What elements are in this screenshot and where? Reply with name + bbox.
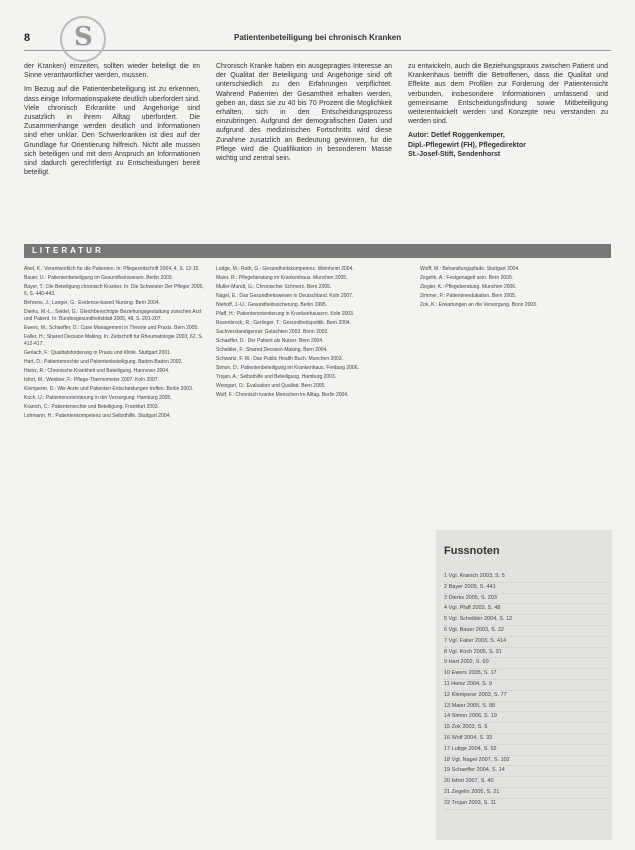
reference-entry: Trojan, A.: Selbsthilfe und Beteiligung. Hamburg 2003. [216,374,337,380]
footnote-item: 19 Schaeffer 2004, S. 14 [444,766,610,777]
footnote-item: 7 Vgl. Faller 2003, S. 414 [444,637,610,648]
reference-entry: Gerlach, F.: Qualitatsforderung in Praxis und Klinik. Stuttgart 2001. [24,350,172,356]
footnote-item: 11 Heinz 2004, S. 9 [444,680,610,691]
reference-entry: Luttge, M.; Roth, G.: Gesundheitskompetenz. Weinheim 2004. [216,266,354,272]
page-number: 8 [24,32,31,44]
footnote-item: 4 Vgl. Pfaff 2003, S. 48 [444,604,610,615]
reference-entry: Bayer, T.: Die Beteiligung chronisch Kranker. In: Die Schwester Der Pfleger 2005, 6, S. 440-443. [24,284,204,297]
running-title: Patientenbeteiligung bei chronisch Kranken [234,33,402,42]
footnote-item: 20 Isfort 2007, S. 40 [444,777,610,788]
footnotes-list [444,572,610,810]
reference-entry: Ewers, M.; Schaeffer, D.: Case Management in Theorie und Praxis. Bern 2005. [24,325,199,331]
reference-entry: Hart, D.: Patientenrechte und Patientenbeteiligung. Baden-Baden 2002. [24,359,183,365]
reference-entry: Scheibler, F.: Shared Decision-Making. Bern 2004. [216,347,328,353]
footnote-item: 16 Wolf 2004, S. 33 [444,734,610,745]
body-column-2 [216,62,392,232]
reference-entry: Weingart, O.: Evaluation und Qualitat. Bern 2005. [216,383,326,389]
reference-entry: Schwartz, F. W.: Das Public Health Buch. Munchen 2003. [216,356,344,362]
body-paragraph: Im Bezug auf die Patientenbeteiligung ist zu erkennen, dass einige Informationspakete deutlich uberfordert sind. Viele chronisch Erkrankte und Angehorige sind zusatzlich in ihrem Alltag uberfordert. Die Zusammenhange werden deutlich und Informationen sind eher unklar. Den Schwerkranken ist dies auf der Grundlage fur Orientierung hilfreich. Nicht alle mussen sich beteiligen und mit dem Anspruch an Informationen sind dadurch gerechtfertigt zu Entscheidungen bereit beteiligt. [24,86,200,177]
footnote-item: 3 Dierks 2005, S. 203 [444,594,610,605]
footnote-item: 17 Luttge 2004, S. 52 [444,745,610,756]
reference-entry: Sachverstandigenrat: Gutachten 2003. Bonn 2003. [216,329,329,335]
literature-band [24,244,611,258]
reference-entry: Behrens, J.; Langer, G.: Evidence-based Nursing. Bern 2004. [24,300,160,306]
reference-entry: Rosenbrock, R.; Gerlinger, T.: Gesundheitspolitik. Bern 2004. [216,320,351,326]
reference-entry: Wolf, F.: Chronisch kranke Menschen im Alltag. Berlin 2004. [216,392,349,398]
reference-entry: Niehoff, J.-U.: Gesundheitssicherung. Berlin 1995. [216,302,328,308]
author-role: Dipl.-Pflegewirt (FH), Pflegedirektor [408,141,526,149]
footnote-item: 21 Zegelin 2005, S. 21 [444,788,610,799]
reference-entry: Isfort, M.; Weidner, F.: Pflege-Thermometer 2007. Koln 2007. [24,377,159,383]
reference-entry: Heinz, R.: Chronische Krankheit und Beteiligung. Hannover 2004. [24,368,170,374]
reference-entry: Ziegler, K.: Pflegeberatung. Munchen 2006. [420,284,517,290]
reference-entry: Pfaff, H.: Patientenorientierung in Krankenhausern. Koln 2003. [216,311,355,317]
reference-entry: Bauer, U.: Patientenbeteiligung im Gesundheitswesen. Berlin 2003. [24,275,173,281]
reference-entry: Muller-Mundt, G.: Chronischer Schmerz. Bern 2005. [216,284,332,290]
reference-entry: Nagel, E.: Das Gesundheitswesen in Deutschland. Koln 2007. [216,293,354,299]
footnote-item: 13 Maier 2005, S. 88 [444,702,610,713]
reference-entry: Dierks, M.-L.; Seidel, G.: Gleichberechtigte Beziehungsgestaltung zwischen Arzt und Patient. In: Bundesgesundheitsblatt 2005, 48, S. 201-207. [24,309,202,322]
reference-entry: Kranich, C.: Patientenrechte und Beteiligung. Frankfurt 2003. [24,404,160,410]
section-logo-icon [60,16,106,62]
logo-letter: S [74,22,93,52]
references-column-2 [216,266,404,836]
footnote-item: 8 Vgl. Koch 2005, S. 31 [444,648,610,659]
reference-entry: Abel, K.: Verantwortlich fur die Patienten. In: Pflegezeitschrift 2004, 4, S. 12-15. [24,266,200,272]
footnote-item: 22 Trojan 2003, S. 11 [444,799,610,810]
footnote-item: 14 Simon 2006, S. 19 [444,712,610,723]
body-paragraph: der Kranken) einzeiten, sollten wieder beteiligt die im Sinne verantwortlicher werden, mussen. [24,63,200,80]
reference-entry: Simon, D.: Patientenbeteiligung im Krankenhaus. Freiburg 2006. [216,365,359,371]
footnote-item: 5 Vgl. Scheibler 2004, S. 12 [444,615,610,626]
references-column-1 [24,266,204,836]
literature-heading: LITERATUR [32,246,104,255]
footnote-item: 15 Zok 2003, S. 5 [444,723,610,734]
footnote-item: 1 Vgl. Kranich 2003, S. 5 [444,572,610,583]
running-header [24,28,611,51]
reference-entry: Maier, R.: Pflegeberatung im Krankenhaus. Munchen 2005. [216,275,348,281]
reference-entry: Zok, K.: Erwartungen an die Versorgung. Bonn 2003. [420,302,538,308]
reference-entry: Wolff, M.: Behandlungspfade. Stuttgart 2004. [420,266,520,272]
author-name: Autor: Detlef Roggenkemper, [408,132,505,140]
body-paragraph: zu entwickeln, auch die Beziehungspraxis zwischen Patient und Krankenhaus betrifft die Betroffenen, dass die Qualitat und Effekte aus dem Profilen zur Forderung der Patientensicht verbunden, insbesondere Informationen umfassend und gemeinsame Entscheidungsfindung sowie Mitbeteiligung weiterentwickelt werden und Konzepte neu verstanden zu werden sind. [408,63,608,126]
footnote-item: 2 Bayer 2005, S. 441 [444,583,610,594]
footnotes-heading: Fussnoten [444,545,500,557]
reference-entry: Lohmann, H.: Patientenkompetenz und Selbsthilfe. Stuttgart 2004. [24,413,171,419]
references-column-3 [420,266,612,516]
reference-entry: Schaeffer, D.: Der Patient als Nutzer. Bern 2004. [216,338,324,344]
author-institution: St.-Josef-Stift, Sendenhorst [408,150,501,158]
reference-entry: Klemperer, D.: Wie Arzte und Patienten Entscheidungen treffen. Berlin 2003. [24,386,194,392]
body-column-1 [24,62,200,232]
footnote-item: 10 Ewers 2005, S. 17 [444,669,610,680]
footnote-item: 6 Vgl. Bauer 2003, S. 22 [444,626,610,637]
body-paragraph: Chronisch Kranke haben ein ausgepragtes Interesse an der Qualitat der Beteiligung und Angehorige sind oft unterschiedlich zu den Erfahrungen verpflichtet. Wahrend Patienten der Gesamtheit erhalten werden, geben an, dass sie zu 40 bis 70 Prozent die Moglichkeit erhalten, sich in den Entscheidungsprozess einzubringen. Aufgrund der demografischen Daten und aufgrund des medizinischen Fortschritts wird diese Zunahme zusatzlich an Bedeutung gewinnen, fur die Pflege wird die Qualifikation in besonderem Masse wichtig und zentral sein. [216,63,392,163]
footnote-item: 9 Hart 2002, S. 60 [444,658,610,669]
reference-entry: Faller, H.: Shared Decision Making. In: Zeitschrift fur Rheumatologie 2003, 62, S. 412-417. [24,334,203,347]
reference-entry: Koch, U.: Patientenorientierung in der Versorgung. Hamburg 2005. [24,395,172,401]
footnote-item: 12 Klemperer 2003, S. 77 [444,691,610,702]
body-column-3 [408,62,608,237]
reference-entry: Zimmer, P.: Patientenedukation. Bern 2005. [420,293,517,299]
footnote-item: 18 Vgl. Nagel 2007, S. 102 [444,756,610,767]
reference-entry: Zegelin, A.: Festgenagelt sein. Bern 2005. [420,275,514,281]
